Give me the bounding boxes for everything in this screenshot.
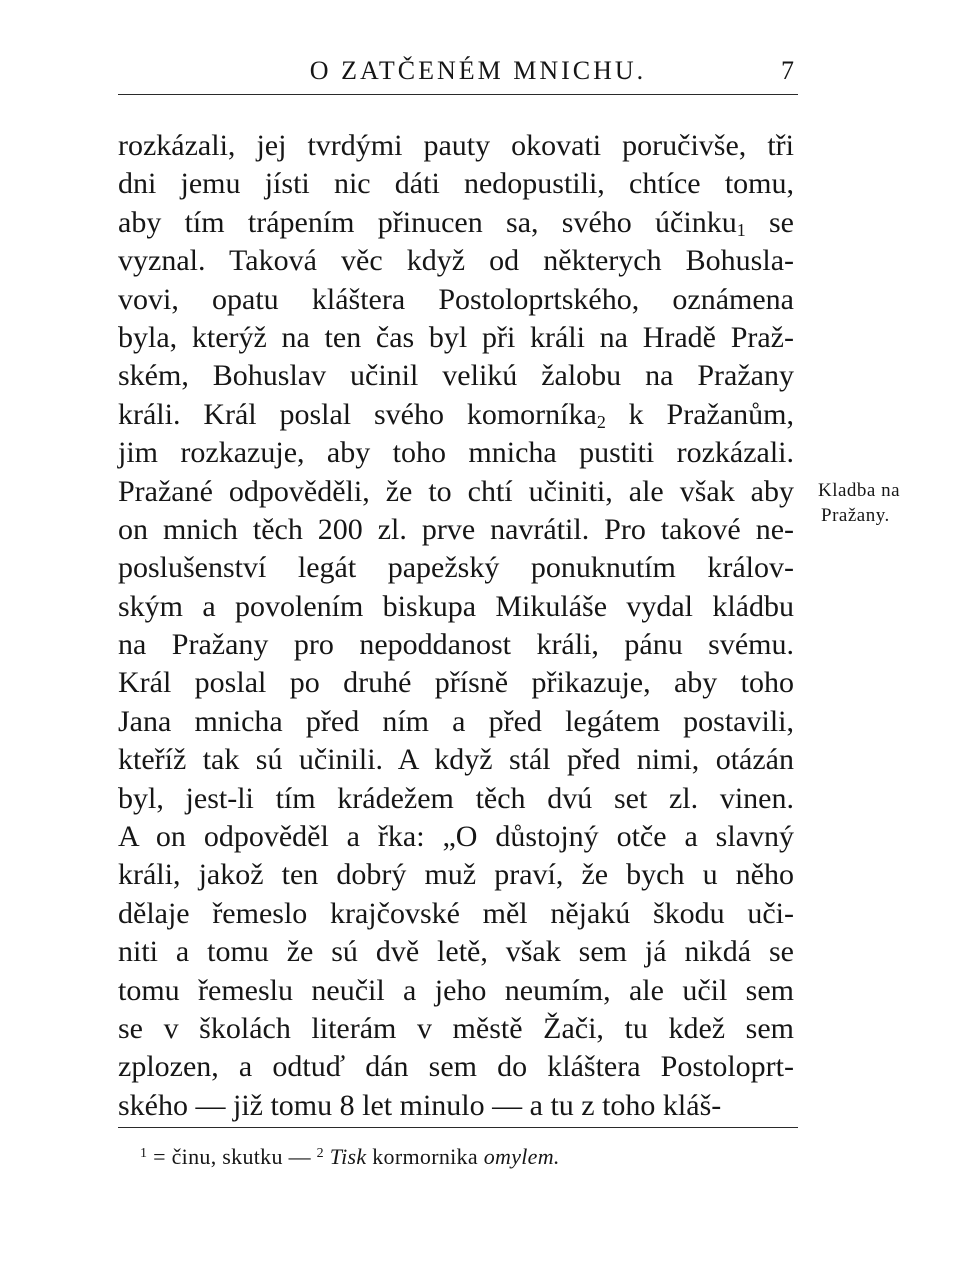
header-rule <box>118 94 798 95</box>
text-line: Pražané odpověděli, že to chtí učiniti, ale však aby <box>118 474 794 508</box>
marginal-note <box>818 478 948 528</box>
text-line: vyznal. Taková věc když od některych Bohusla- <box>118 244 794 278</box>
text-line: byla, kterýž na ten čas byl při králi na Hradě Praž- <box>118 320 794 354</box>
text-line: na Pražany pro nepoddanost králi, pánu svému. <box>118 628 794 662</box>
text-line: jim rozkazuje, aby toho mnicha pustiti rozkázali. <box>118 436 794 470</box>
footnotes <box>140 1142 560 1172</box>
text-line: A on odpověděl a řka: „O důstojný otče a slavný <box>118 820 794 854</box>
text-line: ském, Bohuslav učinil velikú žalobu na Pražany <box>118 359 794 393</box>
footnote-ref-1: 1 <box>736 219 746 240</box>
text-line: ského — již tomu 8 let minulo — a tu z toho kláš- <box>118 1088 722 1122</box>
text-line: kteříž tak sú učinili. A když stál před nimi, otázán <box>118 743 794 777</box>
running-title: O ZATČENÉM MNICHU. <box>309 56 647 85</box>
text-line: vovi, opatu kláštera Postoloprtského, oznámena <box>118 282 794 316</box>
text-line: Jana mnicha před ním a před legátem postavili, <box>118 704 794 738</box>
text-line: králi, jakož ten dobrý muž praví, že bych u něho <box>118 858 794 892</box>
footnote-mark-1: 1 <box>140 1146 148 1161</box>
footnote-rule <box>118 1127 798 1128</box>
body-text <box>118 127 794 1125</box>
footnote-ref-2: 2 <box>596 411 606 432</box>
footnote-text-1: = činu, skutku — <box>147 1144 317 1169</box>
text-line: Král poslal po druhé přísně přikazuje, aby toho <box>118 666 794 700</box>
footnote-italic-tisk: Tisk <box>323 1144 367 1169</box>
text-line: niti a tomu že sú dvě letě, však sem já nikdá se <box>118 935 794 969</box>
footnote-text-2: kormornika <box>366 1144 484 1169</box>
footnote-mark-2: 2 <box>316 1146 324 1161</box>
text-line: ským a povolením biskupa Mikuláše vydal kládbu <box>118 589 794 623</box>
footnote-italic-omylem: omylem. <box>483 1144 560 1169</box>
text-line: zplozen, a odtuď dán sem do kláštera Postoloprt- <box>118 1050 794 1084</box>
text-line: aby tím trápením přinucen sa, svého účinku$_1$ se <box>118 205 794 240</box>
marginal-note-line: Kladba na <box>818 480 901 501</box>
text-line: rozkázali, jej tvrdými pauty okovati poručivše, tři <box>118 129 794 162</box>
page-number: 7 <box>781 56 794 85</box>
text-line: dni jemu jísti nic dáti nedopustili, chtíce tomu, <box>118 167 794 201</box>
text-line: on mnich těch 200 zl. prve navrátil. Pro takové ne- <box>118 512 794 546</box>
running-head <box>118 54 798 90</box>
text-line: králi. Král poslal svého komorníka$_2$ k Pražanům, <box>118 397 794 432</box>
text-line: se v školách literám v městě Žači, tu kdež sem <box>118 1011 794 1045</box>
text-line: byl, jest-li tím krádežem těch dvú set zl. vinen. <box>118 781 794 815</box>
text-line: poslušenství legát papežský ponuknutím králov- <box>118 551 794 585</box>
text-line: tomu řemeslu neučil a jeho neumím, ale učil sem <box>118 973 794 1007</box>
marginal-note-line: Pražany. <box>821 505 890 526</box>
text-line: dělaje řemeslo krajčovské měl nějakú škodu uči- <box>118 896 794 930</box>
